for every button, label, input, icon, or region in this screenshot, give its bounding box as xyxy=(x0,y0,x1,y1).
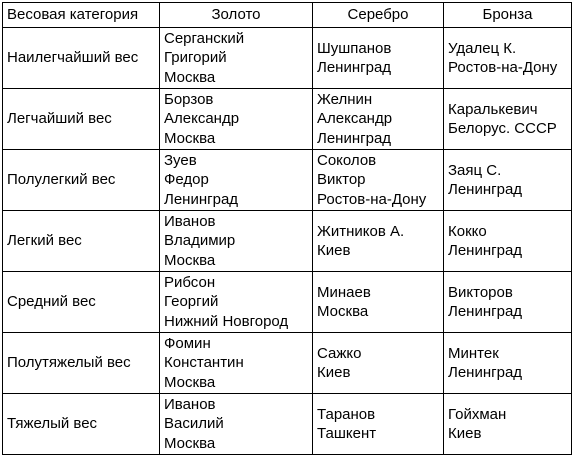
weight-category-cell: Легкий вес xyxy=(3,211,160,272)
bronze-line: Кокко xyxy=(448,222,487,240)
bronze-cell xyxy=(444,394,572,455)
gold-line: Федор xyxy=(164,171,209,189)
header-bronze: Бронза xyxy=(444,3,572,28)
gold-line: Ленинград xyxy=(164,190,239,208)
gold-line: Москва xyxy=(164,251,216,269)
bronze-line: Каралькевич xyxy=(448,100,538,118)
gold-line: Москва xyxy=(164,373,216,391)
bronze-line: Ленинград xyxy=(448,364,523,381)
weight-category-cell: Тяжелый вес xyxy=(3,394,160,455)
gold-line: Фомин xyxy=(164,334,211,352)
table-row xyxy=(3,272,572,333)
weight-category-cell: Полулегкий вес xyxy=(3,150,160,211)
gold-line: Владимир xyxy=(164,232,236,250)
gold-line: Рибсон xyxy=(164,273,216,291)
table-row xyxy=(3,89,572,150)
silver-cell xyxy=(313,394,444,455)
header-gold: Золото xyxy=(160,3,313,28)
table-row xyxy=(3,150,572,211)
gold-cell xyxy=(160,89,313,150)
silver-line: Ленинград xyxy=(317,59,392,76)
bronze-cell xyxy=(444,211,572,272)
gold-line: Борзов xyxy=(164,90,214,108)
gold-line: Константин xyxy=(164,354,244,372)
silver-line: Сажко xyxy=(317,344,362,362)
silver-line: Киев xyxy=(317,364,351,381)
silver-line: Москва xyxy=(317,303,369,320)
bronze-cell xyxy=(444,333,572,394)
header-silver: Серебро xyxy=(313,3,444,28)
gold-line: Иванов xyxy=(164,395,216,413)
weight-category-cell: Легчайший вес xyxy=(3,89,160,150)
gold-line: Александр xyxy=(164,110,240,128)
gold-line: Зуев xyxy=(164,151,197,169)
bronze-cell xyxy=(444,89,572,150)
weight-category-cell: Средний вес xyxy=(3,272,160,333)
gold-cell xyxy=(160,28,313,89)
silver-line: Минаев xyxy=(317,283,371,301)
gold-cell xyxy=(160,150,313,211)
silver-line: Житников А. xyxy=(317,222,405,240)
silver-line: Ростов-на-Дону xyxy=(317,190,427,208)
header-weight-category: Весовая категория xyxy=(3,3,160,28)
gold-cell xyxy=(160,394,313,455)
bronze-cell xyxy=(444,272,572,333)
bronze-line: Ростов-на-Дону xyxy=(448,59,558,76)
silver-cell xyxy=(313,211,444,272)
silver-line: Желнин xyxy=(317,90,373,108)
silver-line: Ленинград xyxy=(317,129,392,147)
silver-line: Таранов xyxy=(317,405,376,423)
gold-line: Василий xyxy=(164,415,224,433)
bronze-line: Ленинград xyxy=(448,303,523,320)
table-body xyxy=(3,28,572,455)
table-row xyxy=(3,211,572,272)
silver-line: Ташкент xyxy=(317,425,377,442)
silver-line: Виктор xyxy=(317,171,366,189)
gold-line: Москва xyxy=(164,129,216,147)
silver-cell xyxy=(313,150,444,211)
weight-category-cell: Наилегчайший вес xyxy=(3,28,160,89)
table-header xyxy=(3,3,572,28)
bronze-line: Белорус. СССР xyxy=(448,120,557,137)
silver-line: Александр xyxy=(317,110,393,128)
bronze-line: Минтек xyxy=(448,344,499,362)
bronze-line: Викторов xyxy=(448,283,513,301)
header-row xyxy=(3,3,572,28)
silver-line: Шушпанов xyxy=(317,39,392,57)
bronze-cell xyxy=(444,28,572,89)
weight-category-cell: Полутяжелый вес xyxy=(3,333,160,394)
bronze-line: Киев xyxy=(448,425,482,442)
bronze-line: Удалец К. xyxy=(448,39,517,57)
table-row xyxy=(3,394,572,455)
table-row xyxy=(3,28,572,89)
silver-cell xyxy=(313,89,444,150)
silver-line: Киев xyxy=(317,242,351,259)
gold-cell xyxy=(160,211,313,272)
table-row xyxy=(3,333,572,394)
gold-cell xyxy=(160,272,313,333)
bronze-line: Ленинград xyxy=(448,242,523,259)
silver-cell xyxy=(313,28,444,89)
results-table-container xyxy=(2,2,571,455)
silver-cell xyxy=(313,272,444,333)
silver-cell xyxy=(313,333,444,394)
silver-line: Соколов xyxy=(317,151,377,169)
gold-line: Григорий xyxy=(164,49,227,67)
gold-line: Серганский xyxy=(164,29,245,47)
bronze-line: Гойхман xyxy=(448,405,507,423)
bronze-cell xyxy=(444,150,572,211)
gold-line: Иванов xyxy=(164,212,216,230)
bronze-line: Ленинград xyxy=(448,181,523,198)
gold-cell xyxy=(160,333,313,394)
gold-line: Москва xyxy=(164,434,216,452)
gold-line: Нижний Новгород xyxy=(164,312,289,330)
gold-line: Георгий xyxy=(164,293,219,311)
bronze-line: Заяц С. xyxy=(448,161,502,179)
medal-results-table xyxy=(2,2,572,455)
gold-line: Москва xyxy=(164,68,216,86)
